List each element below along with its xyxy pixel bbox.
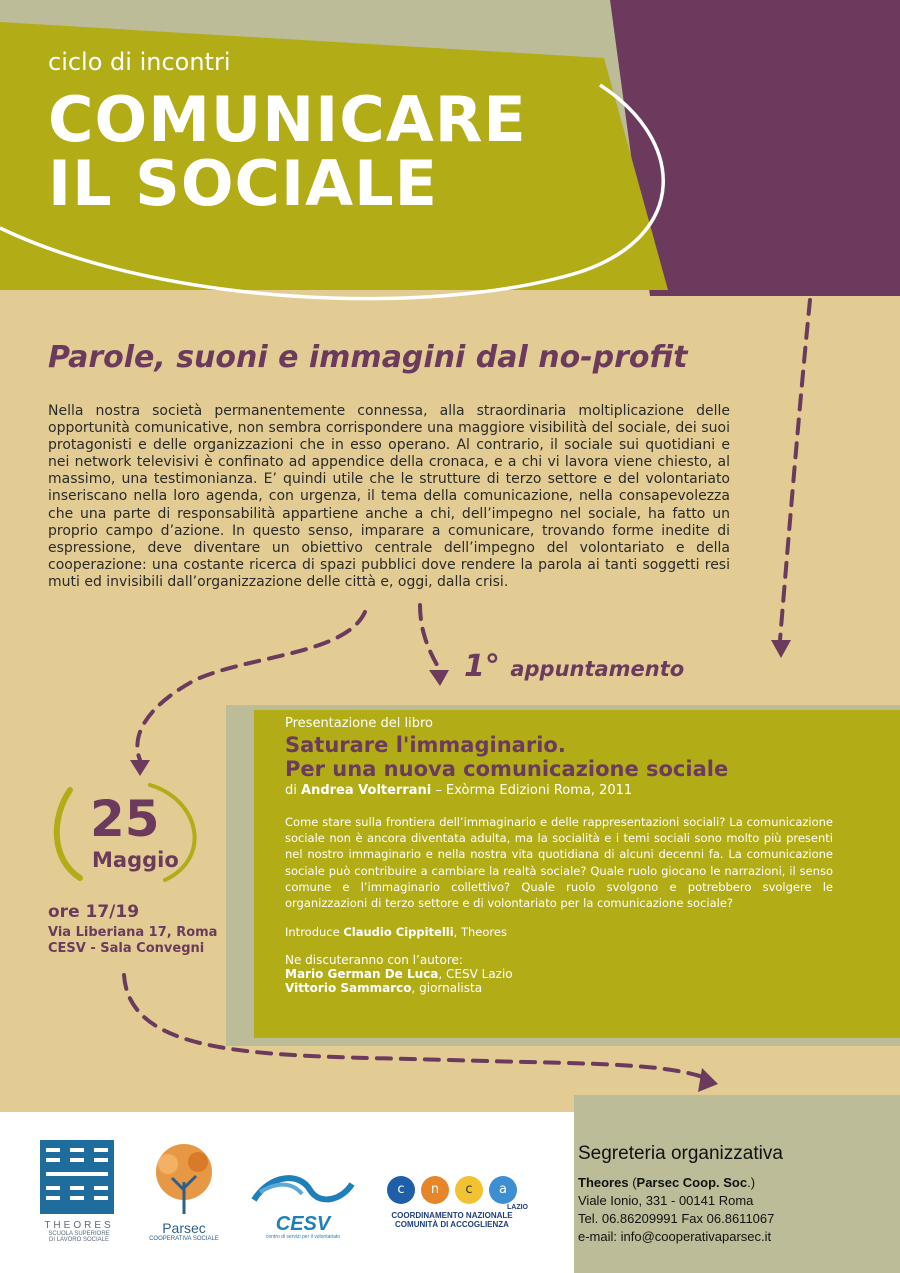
cnca-region: LAZIO (507, 1204, 528, 1211)
venue-room: CESV - Sala Convegni (48, 941, 205, 956)
introducer-label: Introduce (285, 925, 340, 940)
date-month: Maggio (92, 848, 179, 872)
event-time: ore 17/19 (48, 902, 140, 922)
panelist-org: , CESV Lazio (438, 967, 513, 982)
event-description: Come stare sulla frontiera dell’immaginario e delle rappresentazioni sociali? La comunicazione sociale non è ancora diventata adulta, ma la socialità e i temi sociali sono molto più presenti nel nostro immaginario e nella nostra vita quotidiana di alcuni decenni fa. La comunicazione sociale può contribuire a cambiare la realtà sociale? Quale ruolo giocano le narrazioni, il senso comune e l’immaginario collettivo? Quale ruolo svolgono e potrebbero svolgere le organizzazioni di terzo settore e di volontariato per la comunicazione sociale? (285, 815, 833, 911)
appointment-heading (464, 649, 684, 684)
panelist-name: Mario German De Luca (285, 967, 439, 982)
author-name: Andrea Volterrani (301, 783, 432, 798)
event-details (285, 716, 833, 995)
cesv-wave-icon (250, 1170, 356, 1210)
secretariat-org (578, 1174, 774, 1192)
theores-mark-icon (40, 1140, 114, 1214)
org-paren: ( (628, 1175, 637, 1190)
cnca-circle-n: n (421, 1176, 449, 1204)
main-title (48, 83, 527, 220)
cnca-circle-c2: c (455, 1176, 483, 1204)
cnca-logo (376, 1176, 528, 1229)
publisher: – Exòrma Edizioni Roma, 2011 (435, 783, 633, 798)
cnca-circle-c: c (387, 1176, 415, 1204)
panel (285, 953, 833, 995)
theores-name: THEORES (44, 1220, 114, 1231)
introducer (285, 925, 833, 939)
secretariat-email: e-mail: info@cooperativaparsec.it (578, 1229, 772, 1244)
org-paren: .) (747, 1175, 756, 1190)
cnca-line-2: COMUNITÀ DI ACCOGLIENZA (395, 1220, 509, 1229)
parsec-tagline: COOPERATIVA SOCIALE (149, 1236, 219, 1242)
panelist-org: , giornalista (411, 981, 483, 996)
cesv-tagline: centro di servizi per il volontariato (265, 1234, 341, 1240)
panelist (285, 967, 833, 981)
appointment-label: appuntamento (510, 657, 685, 681)
venue-address: Via Liberiana 17, Roma (48, 925, 218, 940)
panel-label: Ne discuteranno con l’autore: (285, 953, 463, 968)
book-title-line-1: Saturare l'immaginario. (285, 733, 566, 757)
author-prefix: di (285, 783, 297, 798)
series-label: ciclo di incontri (48, 48, 231, 76)
venue (48, 925, 217, 957)
book-title-line-2: Per una nuova comunicazione sociale (285, 757, 729, 781)
title-line-2: IL SOCIALE (48, 147, 438, 220)
parsec-logo (146, 1142, 222, 1242)
cesv-logo (250, 1170, 356, 1240)
secretariat-address: Viale Ionio, 331 - 00141 Roma (578, 1193, 754, 1208)
event-kicker: Presentazione del libro (285, 716, 433, 731)
intro-paragraph: Nella nostra società permanentemente connessa, alla straordinaria moltiplicazione delle opportunità comunicative, non sembra corrispondere una maggiore visibilità del sociale, dei suoi protagonisti e delle organizzazioni che in esso operano. Al contrario, il sociale sui quotidiani e nei network televisivi è confinato ad appendice della cronaca, e a chi vi lavora viene chiesto, al massimo, una testimonianza. E’ quindi utile che le strutture di terzo settore e del volontariato inseriscano nella loro agenda, con urgenza, il tema della comunicazione, nella consapevolezza che una parte di responsabilità appartiene anche a chi, dell’impegno nel sociale, ha fatto un proprio campo d’azione. In questo senso, imparare a comunicare, trovando forme inedite di espressione, deve diventare un obiettivo centrale dell’impegno del volontariato e della cooperazione: una costante ricerca di spazi pubblici dove rendere la parola ai tanti soggetti resi muti ed invisibili dall’organizzazione delle città e, oggi, dalla crisi. (48, 403, 730, 590)
panelist (285, 981, 833, 995)
secretariat-contacts (578, 1174, 774, 1246)
secretariat-phone: Tel. 06.86209991 Fax 06.8611067 (578, 1211, 775, 1226)
book-title (285, 733, 833, 781)
parsec-name: Parsec (162, 1220, 206, 1236)
date-day: 25 (90, 790, 160, 848)
introducer-org: , Theores (453, 925, 507, 940)
title-line-1: COMUNICARE (48, 83, 527, 156)
appointment-number: 1° (464, 649, 500, 684)
theores-logo (40, 1140, 118, 1243)
cnca-circles (376, 1176, 528, 1204)
org-detail: Parsec Coop. Soc (636, 1175, 748, 1190)
introducer-name: Claudio Cippitelli (343, 925, 454, 940)
book-author (285, 783, 833, 798)
cnca-circle-a: a (489, 1176, 517, 1204)
cnca-line-1: COORDINAMENTO NAZIONALE (391, 1211, 513, 1220)
org-name: Theores (578, 1175, 629, 1190)
secretariat-title: Segreteria organizzativa (578, 1143, 783, 1164)
subtitle: Parole, suoni e immagini dal no-profit (48, 340, 688, 375)
cesv-name: CESV (275, 1213, 331, 1235)
theores-tagline-2: DI LAVORO SOCIALE (49, 1237, 109, 1243)
panelist-name: Vittorio Sammarco (285, 981, 412, 996)
theores-tagline-1: SCUOLA SUPERIORE (48, 1231, 110, 1237)
tree-icon (146, 1142, 222, 1216)
